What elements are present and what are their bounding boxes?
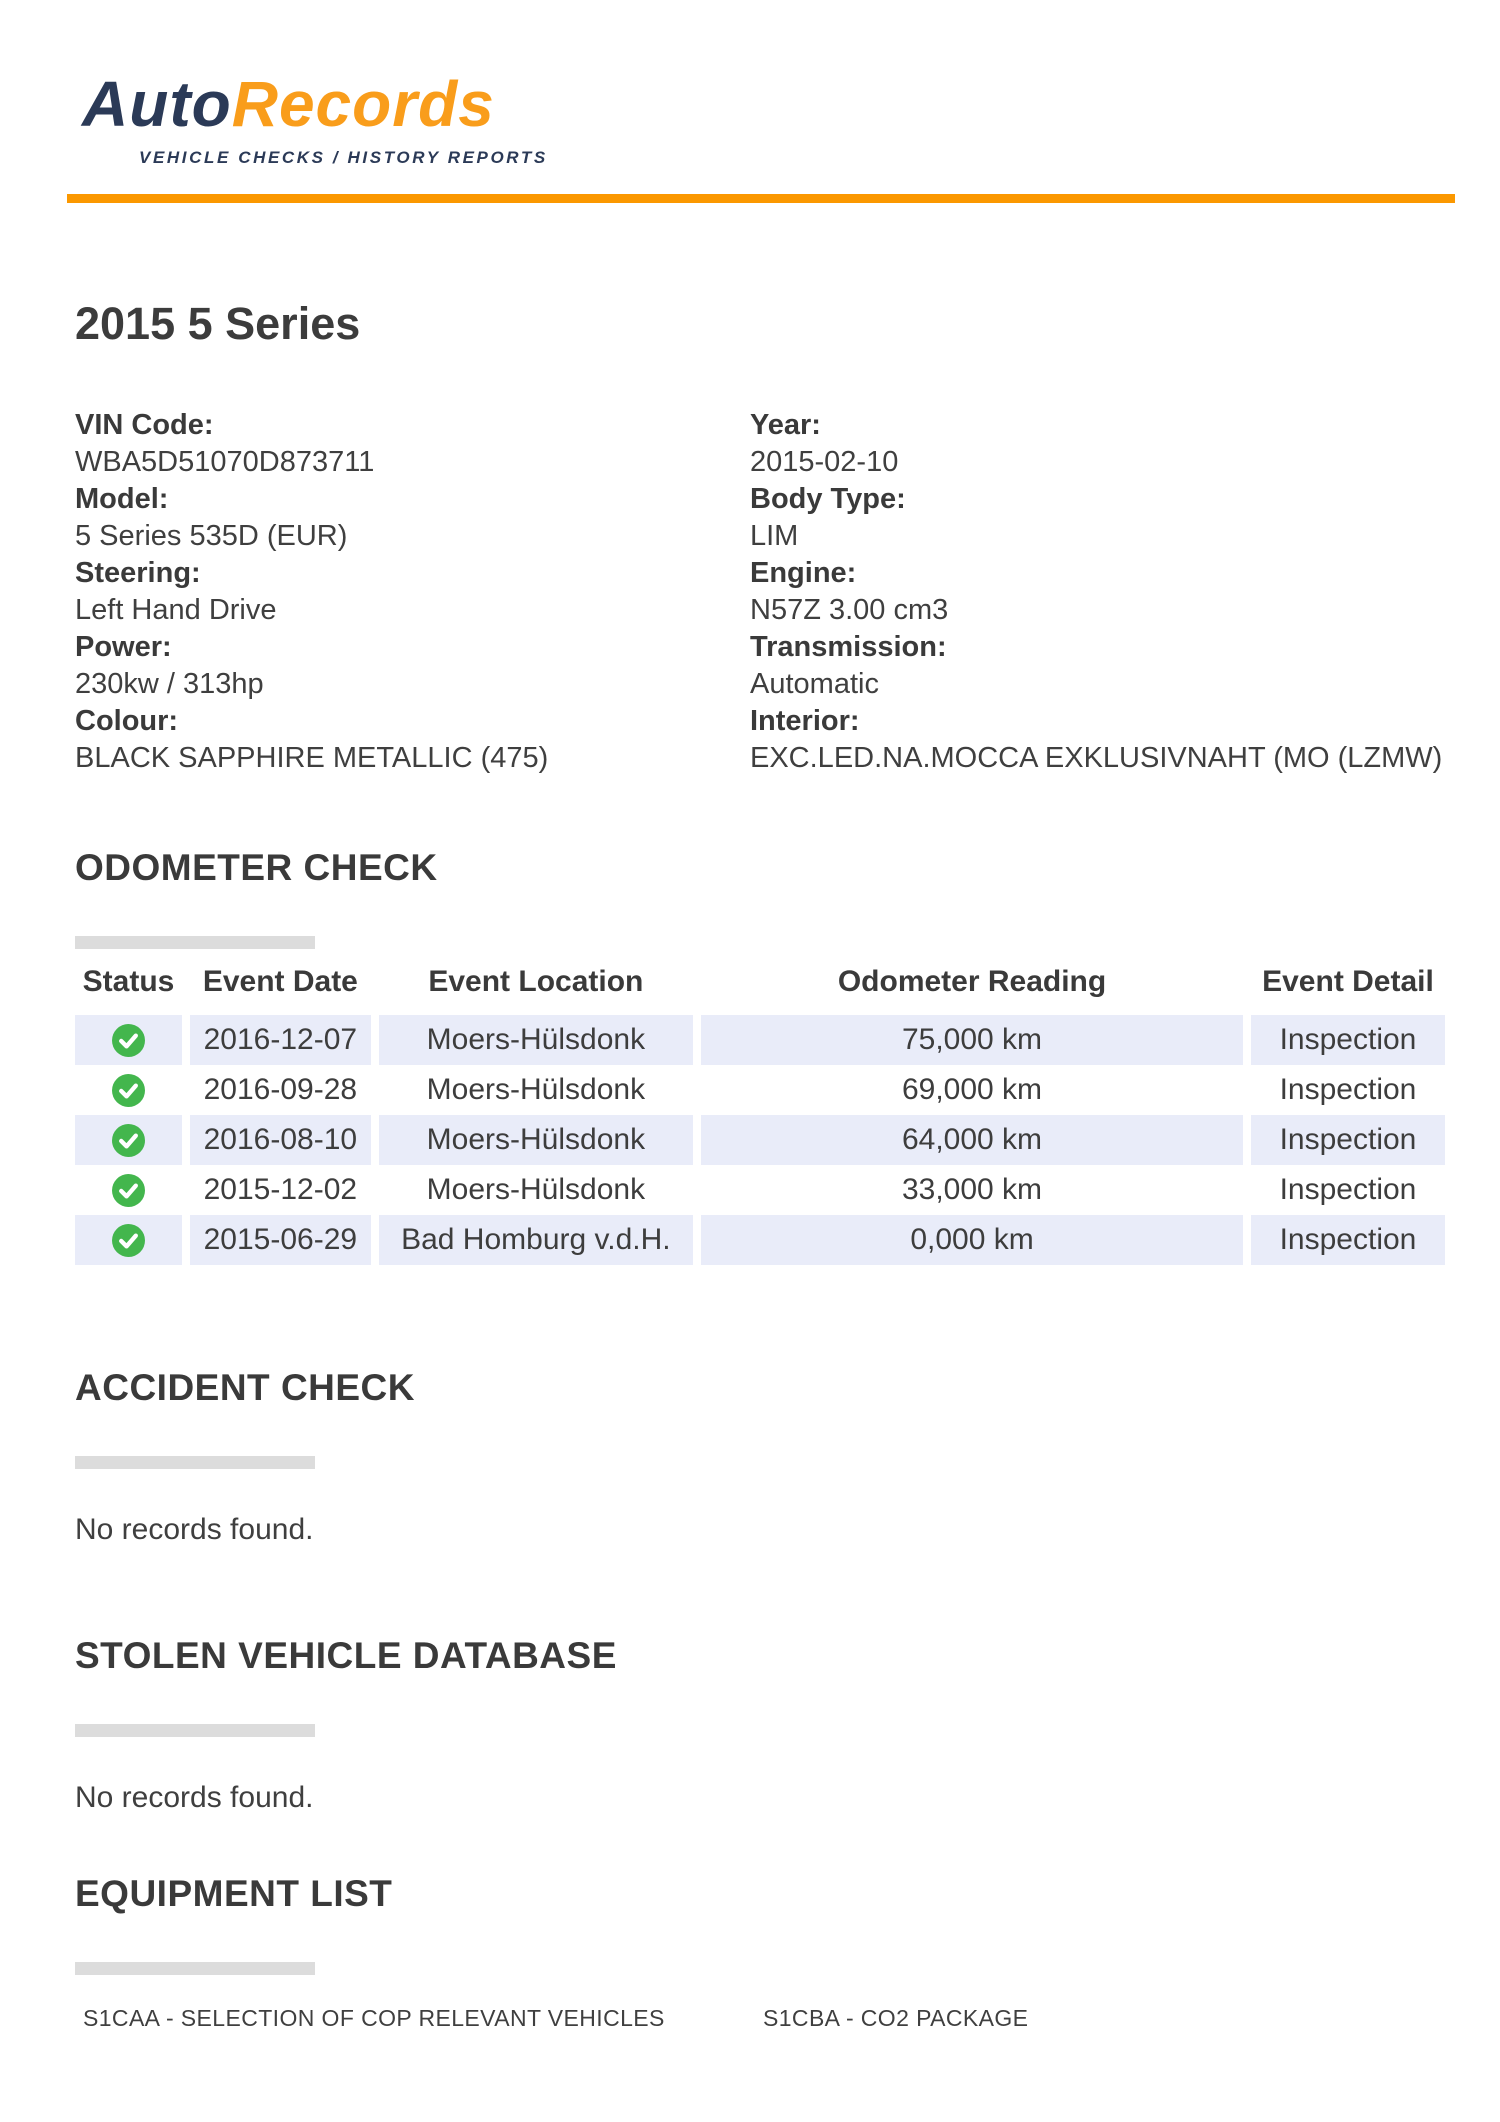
status-cell (75, 1015, 182, 1065)
col-header-status: Status (82, 964, 175, 998)
col-header-event-location: Event Location (428, 964, 644, 998)
status-cell (75, 1215, 182, 1265)
table-row (75, 1165, 1445, 1215)
vehicle-details (75, 407, 1445, 777)
stolen-vehicle-heading: STOLEN VEHICLE DATABASE (75, 1634, 617, 1676)
event-location-cell: Moers-Hülsdonk (379, 1015, 693, 1065)
table-row (75, 1115, 1445, 1165)
event-detail-cell: Inspection (1279, 1072, 1417, 1106)
detail-label: Body Type: (750, 482, 906, 515)
details-column-left (75, 407, 740, 777)
event-detail-cell: Inspection (1251, 1015, 1445, 1065)
detail-label: Steering: (75, 556, 201, 589)
odometer-reading-cell: 33,000 km (901, 1172, 1043, 1206)
detail-label: Model: (75, 482, 169, 515)
detail-value: BLACK SAPPHIRE METALLIC (475) (75, 741, 549, 774)
accident-no-records-text: No records found. (75, 1512, 314, 1546)
equipment-item: S1CAA - SELECTION OF COP RELEVANT VEHICLES (83, 2004, 665, 2031)
orange-divider (67, 194, 1455, 203)
report-header (0, 0, 1500, 203)
status-cell (75, 1115, 182, 1165)
table-row (75, 1015, 1445, 1065)
event-detail-cell: Inspection (1251, 1115, 1445, 1165)
detail-value: LIM (750, 519, 799, 552)
equipment-item: S1CBA - CO2 PACKAGE (763, 2004, 1029, 2031)
event-date-cell: 2016-08-10 (190, 1115, 371, 1165)
odometer-table-body (75, 1015, 1445, 1265)
event-detail-cell: Inspection (1251, 1215, 1445, 1265)
section-odometer-check (75, 846, 1445, 1265)
check-circle-icon (112, 1224, 145, 1257)
section-underline-bar (75, 1724, 315, 1737)
event-location-cell: Moers-Hülsdonk (426, 1072, 646, 1106)
brand-tagline: VEHICLE CHECKS / HISTORY REPORTS (139, 148, 548, 167)
section-stolen-vehicle-database (75, 1634, 1445, 1815)
event-date-cell: 2016-12-07 (190, 1015, 371, 1065)
details-column-right (750, 407, 1445, 777)
check-circle-icon (112, 1074, 145, 1107)
event-date-cell: 2015-12-02 (203, 1172, 358, 1206)
event-detail-cell: Inspection (1279, 1172, 1417, 1206)
detail-label: Colour: (75, 704, 179, 737)
detail-value: 230kw / 313hp (75, 667, 264, 700)
odometer-reading-cell: 64,000 km (701, 1115, 1243, 1165)
section-underline-bar (75, 1962, 315, 1975)
detail-label: Power: (75, 630, 172, 663)
section-underline-bar (75, 936, 315, 949)
event-location-cell: Bad Homburg v.d.H. (379, 1215, 693, 1265)
event-date-cell: 2016-09-28 (203, 1072, 358, 1106)
detail-value: 5 Series 535D (EUR) (75, 519, 348, 552)
check-circle-icon (112, 1024, 145, 1057)
detail-label: Engine: (750, 556, 857, 589)
detail-value: Automatic (750, 667, 879, 700)
detail-label: VIN Code: (75, 408, 214, 441)
brand-logo (82, 68, 1500, 140)
status-cell (75, 1065, 182, 1115)
check-circle-icon (112, 1124, 145, 1157)
brand-logo-records: Records (231, 68, 495, 140)
brand-logo-auto: Auto (82, 68, 232, 140)
odometer-check-heading: ODOMETER CHECK (75, 846, 438, 888)
table-row (75, 1215, 1445, 1265)
event-date-cell: 2015-06-29 (190, 1215, 371, 1265)
detail-label: Interior: (750, 704, 860, 737)
odometer-reading-cell: 75,000 km (701, 1015, 1243, 1065)
odometer-table (67, 965, 1453, 1265)
detail-value: Left Hand Drive (75, 593, 277, 626)
status-cell (75, 1165, 182, 1215)
detail-label: Year: (750, 408, 821, 441)
table-header-row (75, 965, 1445, 1015)
col-header-event-date: Event Date (202, 964, 358, 998)
page-title: 2015 5 Series (75, 298, 361, 349)
odometer-table-head (75, 965, 1445, 1015)
detail-value: 2015-02-10 (750, 445, 899, 478)
detail-label: Transmission: (750, 630, 947, 663)
detail-value: N57Z 3.00 cm3 (750, 593, 949, 626)
detail-value: EXC.LED.NA.MOCCA EXKLUSIVNAHT (MO (LZMW) (750, 741, 1443, 774)
odometer-reading-cell: 69,000 km (901, 1072, 1043, 1106)
event-location-cell: Moers-Hülsdonk (426, 1172, 646, 1206)
event-location-cell: Moers-Hülsdonk (379, 1115, 693, 1165)
equipment-list-heading: EQUIPMENT LIST (75, 1872, 393, 1914)
table-row (75, 1065, 1445, 1115)
equipment-items (75, 2005, 1445, 2032)
section-underline-bar (75, 1456, 315, 1469)
detail-value: WBA5D51070D873711 (75, 445, 375, 478)
section-equipment-list (75, 1872, 1445, 2032)
accident-check-heading: ACCIDENT CHECK (75, 1366, 415, 1408)
col-header-event-detail: Event Detail (1262, 964, 1434, 998)
odometer-reading-cell: 0,000 km (701, 1215, 1243, 1265)
col-header-odometer-reading: Odometer Reading (837, 964, 1107, 998)
section-accident-check (75, 1366, 1445, 1547)
check-circle-icon (112, 1174, 145, 1207)
report-body (0, 299, 1500, 2032)
stolen-no-records-text: No records found. (75, 1780, 314, 1814)
